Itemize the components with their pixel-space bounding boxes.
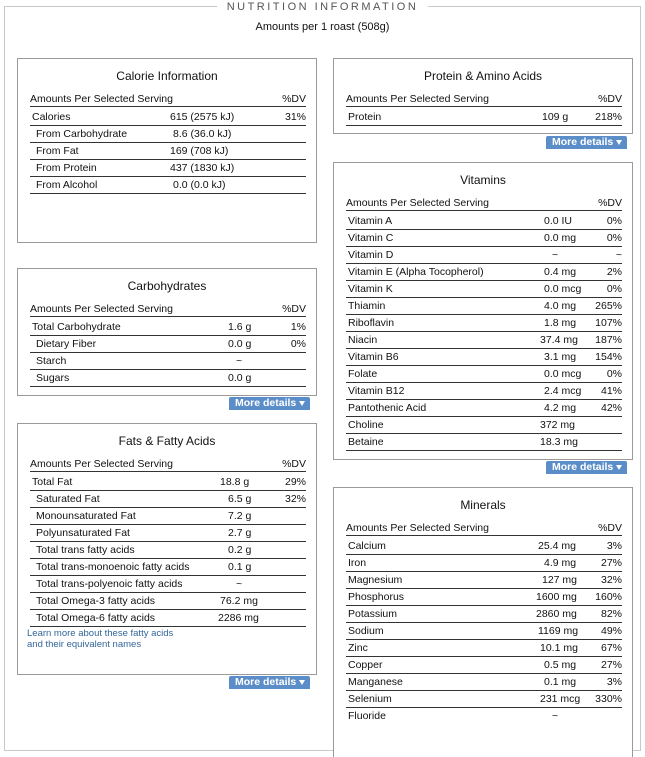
calorie-panel <box>17 58 317 243</box>
row-value: 2.7 g <box>228 527 252 539</box>
row-value: 0.0 IU <box>544 215 573 227</box>
carbs-col-dv: %DV <box>282 303 306 315</box>
chevron-down-icon <box>616 465 622 470</box>
row-name: From Alcohol <box>36 179 98 191</box>
row-value: 0.5 mg <box>544 659 577 671</box>
minerals-rows <box>346 538 622 725</box>
row-dv: 0% <box>290 338 306 350</box>
table-row <box>346 213 622 230</box>
row-value: 0.0 mcg <box>544 283 582 295</box>
row-name: Folate <box>348 368 378 380</box>
table-row <box>346 281 622 298</box>
table-row <box>346 417 622 434</box>
vitamins-panel <box>333 162 633 460</box>
row-value: ~ <box>552 710 559 722</box>
fatty-acids-link[interactable] <box>27 628 173 650</box>
row-dv: 32% <box>284 493 306 505</box>
table-row <box>346 315 622 332</box>
row-value: 0.0 g <box>228 338 252 350</box>
row-dv: 265% <box>595 300 622 312</box>
row-dv: 27% <box>600 557 622 569</box>
table-row <box>346 298 622 315</box>
protein-more-details-button[interactable] <box>546 136 627 149</box>
row-name: Choline <box>348 419 384 431</box>
row-value: 18.3 mg <box>540 436 578 448</box>
row-dv: 32% <box>600 574 622 586</box>
row-name: Iron <box>348 557 367 569</box>
table-row <box>30 336 306 353</box>
row-value: 231 mcg <box>540 693 581 705</box>
fatty-acids-link-line1[interactable]: Learn more about these fatty acids <box>27 628 174 639</box>
table-row <box>346 264 622 281</box>
row-name: Starch <box>36 355 67 367</box>
protein-col-label: Amounts Per Selected Serving <box>346 93 489 105</box>
row-name: From Protein <box>36 162 97 174</box>
calorie-col-label: Amounts Per Selected Serving <box>30 93 173 105</box>
row-dv: 107% <box>595 317 622 329</box>
carbs-title: Carbohydrates <box>127 279 207 293</box>
table-row <box>30 474 306 491</box>
row-value: 37.4 mg <box>540 334 578 346</box>
row-dv: 1% <box>290 321 306 333</box>
row-value: 109 g <box>542 111 569 123</box>
row-value: 1.8 mg <box>544 317 577 329</box>
row-dv: 41% <box>600 385 622 397</box>
protein-col-dv: %DV <box>598 93 622 105</box>
row-dv: 0% <box>606 232 622 244</box>
row-name: Total Omega-6 fatty acids <box>36 612 156 624</box>
table-row <box>346 657 622 674</box>
row-dv: 31% <box>284 111 306 123</box>
carbs-more-details-button[interactable] <box>229 397 310 410</box>
row-value: 18.8 g <box>220 476 250 488</box>
table-row <box>346 366 622 383</box>
row-dv: 154% <box>595 351 622 363</box>
row-dv: 82% <box>600 608 622 620</box>
row-name: Vitamin K <box>348 283 393 295</box>
row-value: 6.5 g <box>228 493 252 505</box>
more-details-label: More details <box>235 397 297 409</box>
row-dv: 67% <box>600 642 622 654</box>
row-value: 437 (1830 kJ) <box>170 162 235 174</box>
table-row <box>30 143 306 160</box>
row-value: ~ <box>236 578 243 590</box>
table-row <box>30 542 306 559</box>
row-value: 0.0 mcg <box>544 368 582 380</box>
table-row <box>30 160 306 177</box>
table-row <box>346 332 622 349</box>
protein-header <box>346 93 622 107</box>
row-name: Phosphorus <box>348 591 405 603</box>
row-dv: 29% <box>284 476 306 488</box>
row-name: Zinc <box>348 642 368 654</box>
row-value: 8.6 (36.0 kJ) <box>173 128 232 140</box>
row-dv: ~ <box>615 249 622 261</box>
vitamins-header <box>346 197 622 211</box>
row-value: 1169 mg <box>538 625 579 637</box>
row-value: 0.1 mg <box>544 676 577 688</box>
row-name: Vitamin B12 <box>348 385 405 397</box>
table-row <box>30 491 306 508</box>
row-name: Selenium <box>348 693 392 705</box>
vitamins-more-details-button[interactable] <box>546 461 627 474</box>
more-details-label: More details <box>552 136 614 148</box>
row-dv: 27% <box>600 659 622 671</box>
row-name: Riboflavin <box>348 317 395 329</box>
carbs-col-label: Amounts Per Selected Serving <box>30 303 173 315</box>
row-value: 0.0 (0.0 kJ) <box>173 179 226 191</box>
section-legend: NUTRITION INFORMATION <box>217 1 429 13</box>
table-row <box>30 126 306 143</box>
row-value: 7.2 g <box>228 510 252 522</box>
row-name: Betaine <box>348 436 384 448</box>
row-value: 1.6 g <box>228 321 252 333</box>
table-row <box>30 177 306 194</box>
table-row <box>30 593 306 610</box>
row-name: Total Fat <box>32 476 73 488</box>
row-value: 0.2 g <box>228 544 252 556</box>
row-value: 615 (2575 kJ) <box>170 111 235 123</box>
table-row <box>346 606 622 623</box>
carbs-panel <box>17 268 317 396</box>
row-dv: 3% <box>606 676 622 688</box>
row-value: 2286 mg <box>218 612 259 624</box>
row-value: 3.1 mg <box>544 351 577 363</box>
table-row <box>346 400 622 417</box>
row-value: 2860 mg <box>536 608 577 620</box>
row-name: Fluoride <box>348 710 386 722</box>
minerals-title: Minerals <box>460 498 506 512</box>
row-name: Calcium <box>348 540 386 552</box>
row-dv: 2% <box>606 266 622 278</box>
vitamins-col-label: Amounts Per Selected Serving <box>346 197 489 209</box>
vitamins-title: Vitamins <box>460 173 506 187</box>
minerals-col-label: Amounts Per Selected Serving <box>346 522 489 534</box>
table-row <box>346 247 622 264</box>
table-row <box>346 623 622 640</box>
row-value: 10.1 mg <box>540 642 578 654</box>
carbs-rows <box>30 319 306 387</box>
row-name: Pantothenic Acid <box>348 402 427 414</box>
table-row <box>346 691 622 708</box>
protein-rows <box>346 109 622 126</box>
calorie-header <box>30 93 306 107</box>
fatty-acids-link-line2[interactable]: and their equivalent names <box>27 639 142 650</box>
row-dv: 330% <box>595 693 622 705</box>
fats-rows <box>30 474 306 627</box>
calorie-title: Calorie Information <box>116 69 218 83</box>
row-name: Vitamin A <box>348 215 393 227</box>
row-name: Niacin <box>348 334 378 346</box>
row-name: Manganese <box>348 676 403 688</box>
chevron-down-icon <box>299 680 305 685</box>
calorie-rows <box>30 109 306 194</box>
row-name: Monounsaturated Fat <box>36 510 136 522</box>
minerals-panel <box>333 487 633 757</box>
fats-panel <box>17 423 317 675</box>
more-details-label: More details <box>552 461 614 473</box>
row-dv: 3% <box>606 540 622 552</box>
row-name: Saturated Fat <box>36 493 100 505</box>
table-row <box>30 319 306 336</box>
row-name: Polyunsaturated Fat <box>36 527 130 539</box>
row-name: Total trans-polyenoic fatty acids <box>36 578 183 590</box>
row-value: 0.4 mg <box>544 266 577 278</box>
row-dv: 218% <box>595 111 622 123</box>
fats-col-label: Amounts Per Selected Serving <box>30 458 173 470</box>
row-value: ~ <box>236 355 243 367</box>
row-name: Vitamin E (Alpha Tocopherol) <box>348 266 484 278</box>
table-row <box>30 576 306 593</box>
table-row <box>346 640 622 657</box>
vitamins-col-dv: %DV <box>598 197 622 209</box>
row-value: 0.0 g <box>228 372 252 384</box>
row-value: 1600 mg <box>536 591 577 603</box>
row-value: 0.1 g <box>228 561 252 573</box>
vitamins-rows <box>346 213 622 451</box>
row-value: 4.2 mg <box>544 402 577 414</box>
table-row <box>346 434 622 451</box>
row-name: Sodium <box>348 625 384 637</box>
row-name: Vitamin C <box>348 232 394 244</box>
chevron-down-icon <box>299 401 305 406</box>
row-name: Total Omega-3 fatty acids <box>36 595 156 607</box>
table-row <box>30 610 306 627</box>
row-name: Total Carbohydrate <box>32 321 121 333</box>
row-name: Thiamin <box>348 300 386 312</box>
row-name: Potassium <box>348 608 398 620</box>
row-value: 4.0 mg <box>544 300 577 312</box>
protein-panel <box>333 58 633 134</box>
row-dv: 0% <box>606 368 622 380</box>
table-row <box>346 674 622 691</box>
table-row <box>346 349 622 366</box>
minerals-col-dv: %DV <box>598 522 622 534</box>
table-row <box>346 708 622 725</box>
row-value: 76.2 mg <box>220 595 258 607</box>
row-value: 2.4 mcg <box>544 385 582 397</box>
row-value: 25.4 mg <box>538 540 576 552</box>
row-value: ~ <box>552 249 559 261</box>
row-value: 372 mg <box>540 419 576 431</box>
fats-title: Fats & Fatty Acids <box>118 434 216 448</box>
row-value: 127 mg <box>542 574 578 586</box>
table-row <box>346 383 622 400</box>
table-row <box>30 109 306 126</box>
table-row <box>30 370 306 387</box>
chevron-down-icon <box>616 140 622 145</box>
table-row <box>346 109 622 126</box>
row-name: Dietary Fiber <box>36 338 97 350</box>
table-row <box>346 538 622 555</box>
row-name: Vitamin D <box>348 249 394 261</box>
row-name: Copper <box>348 659 383 671</box>
row-name: From Fat <box>36 145 79 157</box>
row-name: Vitamin B6 <box>348 351 399 363</box>
row-dv: 49% <box>600 625 622 637</box>
row-value: 169 (708 kJ) <box>170 145 229 157</box>
row-value: 0.0 mg <box>544 232 577 244</box>
table-row <box>346 589 622 606</box>
fats-more-details-button[interactable] <box>229 676 310 689</box>
amounts-per-serving: Amounts per 1 roast (508g) <box>255 21 390 33</box>
row-dv: 0% <box>606 215 622 227</box>
fats-col-dv: %DV <box>282 458 306 470</box>
carbs-header <box>30 303 306 317</box>
protein-title: Protein & Amino Acids <box>423 69 543 83</box>
row-dv: 160% <box>595 591 622 603</box>
calorie-col-dv: %DV <box>282 93 306 105</box>
table-row <box>346 230 622 247</box>
more-details-label: More details <box>235 676 297 688</box>
table-row <box>346 555 622 572</box>
row-dv: 0% <box>606 283 622 295</box>
row-name: Total trans-monoenoic fatty acids <box>36 561 190 573</box>
fats-header <box>30 458 306 472</box>
table-row <box>30 508 306 525</box>
table-row <box>30 353 306 370</box>
row-name: Sugars <box>36 372 70 384</box>
row-dv: 187% <box>595 334 622 346</box>
row-value: 4.9 mg <box>544 557 577 569</box>
table-row <box>30 525 306 542</box>
minerals-header <box>346 522 622 536</box>
table-row <box>30 559 306 576</box>
row-name: From Carbohydrate <box>36 128 128 140</box>
row-dv: 42% <box>600 402 622 414</box>
row-name: Total trans fatty acids <box>36 544 135 556</box>
row-name: Calories <box>32 111 71 123</box>
table-row <box>346 572 622 589</box>
row-name: Protein <box>348 111 382 123</box>
row-name: Magnesium <box>348 574 403 586</box>
